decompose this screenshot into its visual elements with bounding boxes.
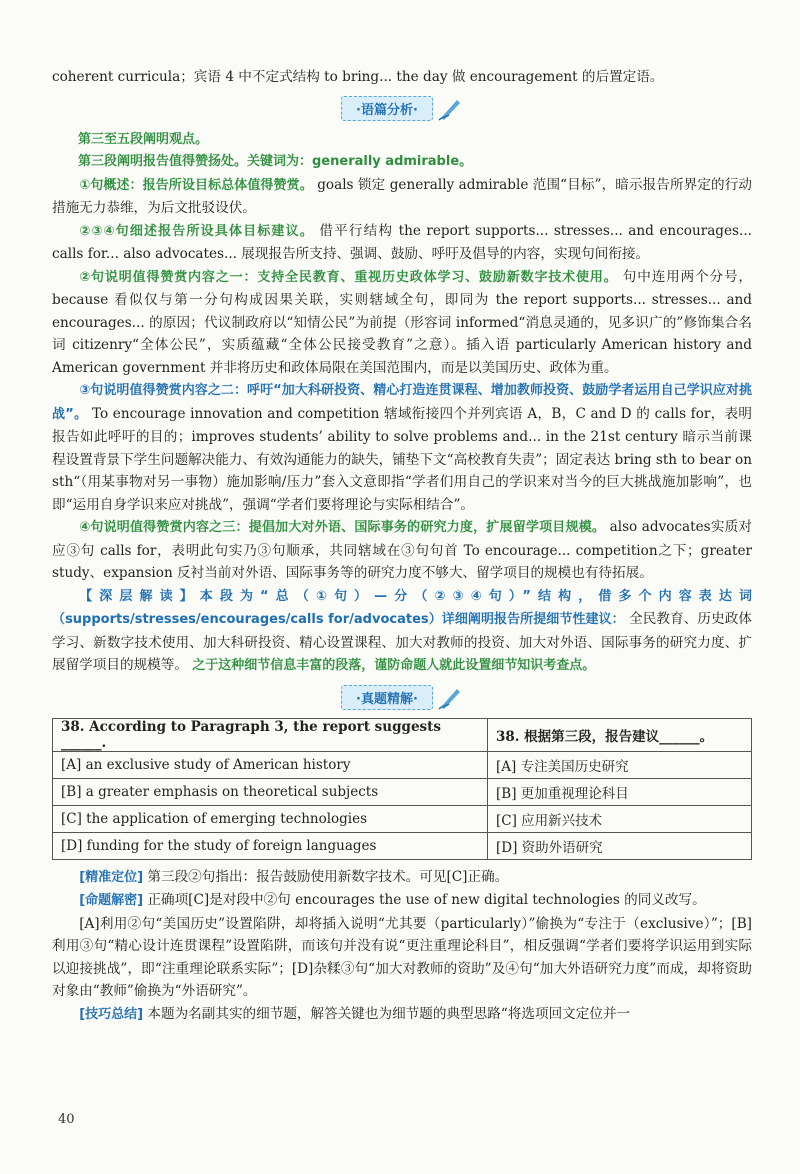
analysis-p4-head: ②③④句细述报告所设具体目标建议。 bbox=[79, 223, 314, 239]
option-row-b bbox=[53, 778, 752, 805]
analysis-p8-tail: 之于这种细节信息丰富的段落，谨防命题人就此设置细节知识考查点。 bbox=[192, 658, 596, 673]
analysis-p5-head: ②句说明值得赞赏内容之一：支持全民教育、重视历史政体学习、鼓励新数字技术使用。 bbox=[79, 269, 618, 285]
option-row-c bbox=[53, 805, 752, 832]
page-number: 40 bbox=[58, 1112, 75, 1127]
option-a-en: [A] an exclusive study of American history bbox=[53, 751, 488, 778]
tips-text: 本题为名副其实的细节题，解答关键也为细节题的典型思路“将选项回文定位并一 bbox=[147, 1005, 631, 1022]
tips-label: [技巧总结] bbox=[79, 1006, 144, 1022]
section-title-analysis: ·语篇分析· bbox=[341, 96, 433, 121]
tips-paragraph bbox=[52, 1003, 752, 1027]
question-zh: 38. 根据第三段，报告建议______。 bbox=[488, 718, 752, 751]
analysis-p8-head: 【深层解读】本段为“总（①句）—分（②③④句）”结构，借多个内容表达词（supports/stresses/encourages/calls for/advocates）详细阐明报告所提细节性建议： bbox=[52, 588, 752, 627]
pen-icon bbox=[437, 96, 463, 122]
pen-icon bbox=[437, 685, 463, 711]
analysis-p8-body: 全民教育、历史政体学习、新数字技术使用、加大科研投资、精心设置课程、加大对教师的投资、加大对外语、国际事务的研究力度、扩展留学项目的规模等。 bbox=[52, 611, 752, 673]
analysis-p3-head: ①句概述：报告所设目标总体值得赞赏。 bbox=[79, 177, 313, 193]
decode-text: 正确项[C]是对段中②句 encourages the use of new digital technologies 的同义改写。 bbox=[147, 892, 706, 908]
analysis-p7 bbox=[52, 516, 752, 585]
analysis-p2: 第三段阐明报告值得赞扬处。关键词为：generally admirable。 bbox=[78, 154, 473, 169]
analysis-p3 bbox=[52, 174, 752, 220]
option-row-d bbox=[53, 832, 752, 859]
section-header-questions bbox=[52, 684, 752, 712]
analysis-p5-body: 句中连用两个分号，because 看似仅与第一分句构成因果关联，实则辖域全句，即同为 the report supports... stresses... and encourages... 的原因；代议制政府以“知情公民”为前提（形容词 informed“消息灵通的，见多识广的”修饰集合名词 citizenry“全体公民”，实质蕴藏“全体公民接受教育”之意）。插入语 particularly American history and American government 并非将历史和政体局限在美国范围内，而是以美国历史、政体为重。 bbox=[52, 268, 752, 376]
analysis-p8 bbox=[52, 585, 752, 678]
option-row-a bbox=[53, 751, 752, 778]
section-title-questions: ·真题精解· bbox=[341, 685, 433, 710]
option-c-en: [C] the application of emerging technologies bbox=[53, 805, 488, 832]
locate-text: 第三段②句指出：报告鼓励使用新数字技术。可见[C]正确。 bbox=[147, 868, 509, 885]
analysis-p6 bbox=[52, 379, 752, 516]
analysis-p6-body: To encourage innovation and competition 辖域衔接四个并列宾语 A，B，C and D 的 calls for，表明报告如此呼吁的目的；improves students’ ability to solve problems and... in the 21st century 暗示当前课程设置背景下学生问题解决能力、有效沟通能力的缺失，铺垫下文“高校教育失责”；固定表达 bring sth to bear on sth“（用某事物对另一事物）施加影响/压力”套入文意即指“学者们用自己的学识来对当今的巨大挑战施加影响”，也即“运用自身学识来应对挑战”，强调“学者们要将理论与实际相结合”。 bbox=[52, 405, 752, 513]
option-b-zh: [B] 更加重视理论科目 bbox=[488, 778, 752, 805]
decode-label: [命题解密] bbox=[79, 893, 144, 908]
question-en: 38. According to Paragraph 3, the report suggests ______. bbox=[53, 718, 488, 751]
analysis-p7-head: ④句说明值得赞赏内容之三：提倡加大对外语、国际事务的研究力度，扩展留学项目规模。 bbox=[79, 520, 606, 535]
analysis-p3-body: goals 锁定 generally admirable 范围“目标”，暗示报告所界定的行动措施无力恭维，为后文批驳设伏。 bbox=[52, 176, 752, 216]
decode-paragraph bbox=[52, 889, 752, 913]
analysis-p7-body: also advocates实质对应③句 calls for，表明此句实乃③句顺承，共同辖域在③句句首 To encourage... competition之下；greater study、expansion 反衬当前对外语、国际事务等的研究力度不够大、留学项目的规模也有待拓展。 bbox=[52, 519, 752, 581]
option-d-zh: [D] 资助外语研究 bbox=[488, 832, 752, 859]
locate-label: [精准定位] bbox=[79, 869, 144, 885]
analysis-p6-head: ③句说明值得赞赏内容之二：呼吁“加大科研投资、精心打造连贯课程、增加教师投资、鼓励学者运用自己学识应对挑战”。 bbox=[52, 383, 752, 422]
decode-more: [A]利用②句“美国历史”设置陷阱，却将插入说明“尤其要（particularly）”偷换为“专注于（exclusive）”；[B]利用③句“精心设计连贯课程”设置陷阱，而该句并没有说“更注重理论科目”，相反强调“学者们要将学识运用到实际以迎接挑战”，即“注重理论联系实际”；[D]杂糅③句“加大对教师的资助”及④句“加大外语研究力度”而成，却将资助对象由“教师”偷换为“外语研究”。 bbox=[52, 915, 752, 999]
question-row bbox=[53, 718, 752, 751]
analysis-p5 bbox=[52, 266, 752, 380]
page-content bbox=[52, 66, 752, 1026]
option-a-zh: [A] 专注美国历史研究 bbox=[488, 751, 752, 778]
analysis-p1: 第三至五段阐明观点。 bbox=[78, 131, 209, 147]
option-b-en: [B] a greater emphasis on theoretical subjects bbox=[53, 778, 488, 805]
analysis-p4-body: 借平行结构 the report supports... stresses... and encourages... calls for... also advocates... 展现报告所支持、强调、鼓励、呼吁及倡导的内容，实现句间衔接。 bbox=[52, 222, 752, 262]
locate-paragraph bbox=[52, 866, 752, 890]
intro-line: coherent curricula；宾语 4 中不定式结构 to bring... the day 做 encouragement 的后置定语。 bbox=[52, 69, 664, 85]
section-header-analysis bbox=[52, 95, 752, 123]
option-d-en: [D] funding for the study of foreign languages bbox=[53, 832, 488, 859]
analysis-p4 bbox=[52, 220, 752, 266]
option-c-zh: [C] 应用新兴技术 bbox=[488, 805, 752, 832]
question-table bbox=[52, 718, 752, 860]
